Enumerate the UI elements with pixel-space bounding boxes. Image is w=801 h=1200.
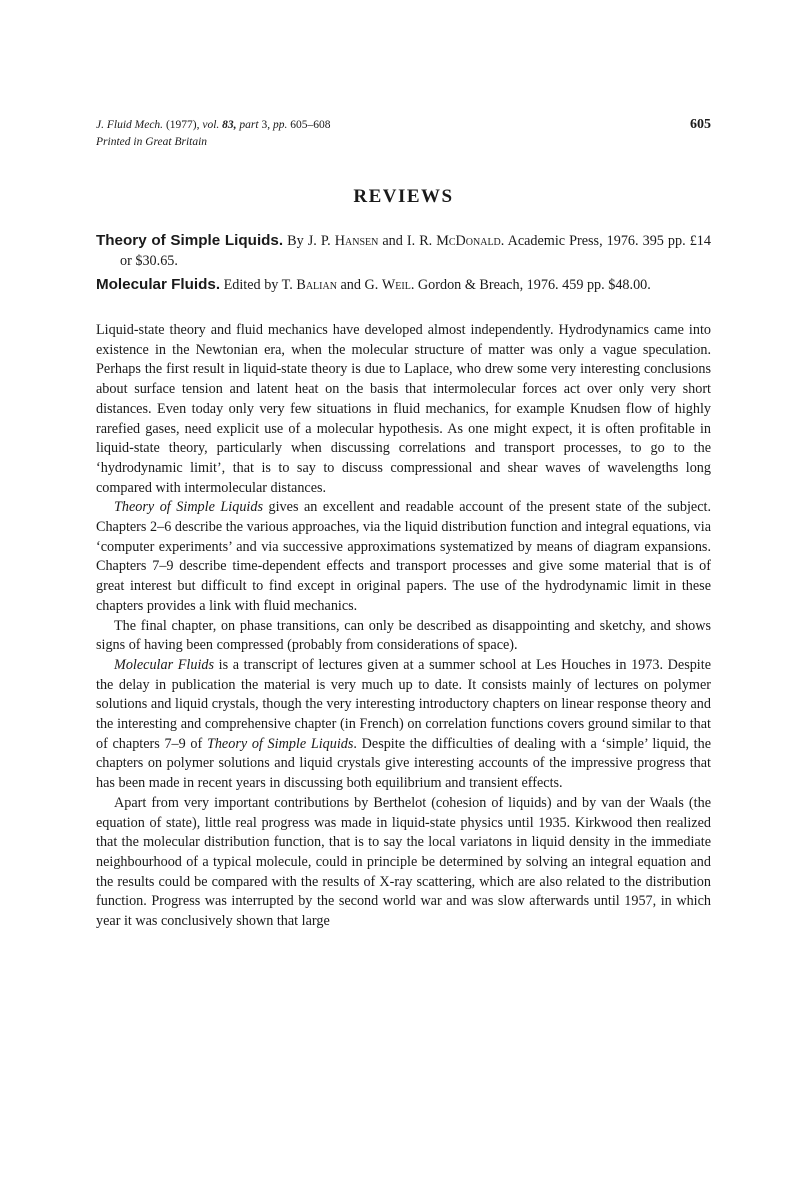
paragraph: Molecular Fluids is a transcript of lectures given at a summer school at Les Houches in 1973. Despite the delay in publication the material is very much up to date. It consists mainly of lectures on polymer solutions and liquid crystals, though the very interesting introductory chapters on linear response theory and the interesting and comprehensive chapter (in French) on correlation functions covers ground similar to that of chapters 7–9 of Theory of Simple Liquids. Despite the difficulties of dealing with a ‘simple’ liquid, the chapters on polymer solutions and liquid crystals give interesting accounts of the impressive progress that has been made in recent years in discussing both equilibrium and transient effects. <box>96 656 712 792</box>
book-title: Theory of Simple Liquids. <box>96 232 284 249</box>
book-title: Molecular Fluids. <box>96 276 221 293</box>
paragraph: Theory of Simple Liquids gives an excellent and readable account of the present state of the subject. Chapters 2–6 describe the various approaches, via the liquid distribution function and integral equations, via ‘computer experiments’ and via successive approximations systematized by means of diagram expansions. Chapters 7–9 describe time-dependent effects and transport processes and give some material that is of great interest but difficult to find except in original papers. The use of the hydrodynamic limit in these chapters provides a link with fluid mechanics. <box>96 499 712 614</box>
running-head <box>96 117 711 133</box>
book-entry: Theory of Simple Liquids. By J. P. Hansen and I. R. McDonald. Academic Press, 1976. 395 pp. £14 or $30.65. <box>96 232 711 269</box>
journal-page <box>96 0 711 1200</box>
paragraph: Apart from very important contributions by Berthelot (cohesion of liquids) and by van der Waals (the equation of state), little real progress was made in liquid-state physics until 1935. Kirkwood then realized that the molecular distribution function, that is to say the local variatons in liquid density in the immediate neighbourhood of a typical molecule, could in principle be determined by solving an integral equation and the results could be compared with the results of X-ray scattering, which are also related to the distribution function. Progress was interrupted by the second world war and was slow afterwards until 1957, in which year it was conclusively shown that large <box>96 794 711 930</box>
book-entry: Molecular Fluids. Edited by T. Balian and G. Weil. Gordon & Breach, 1976. 459 pp. $48.00. <box>96 276 651 293</box>
page-number: 605 <box>690 117 711 132</box>
paragraph: The final chapter, on phase transitions, can only be described as disappointing and sketchy, and shows signs of having been compressed (probably from considerations of space). <box>96 617 711 654</box>
printed-notice: Printed in Great Britain <box>96 136 208 148</box>
section-title: REVIEWS <box>353 186 454 207</box>
citation: J. Fluid Mech. (1977), vol. 83, part 3, pp. 605–608 <box>96 119 331 131</box>
review-body <box>96 321 711 932</box>
paragraph: Liquid-state theory and fluid mechanics have developed almost independently. Hydrodynamics came into existence in the Newtonian era, when the molecular structure of matter was only a vague speculation. Perhaps the first result in liquid-state theory is due to Laplace, who drew some very interesting conclusions about surface tension and latent heat on the basis that intermolecular forces act over only very short distances. Even today only very few situations in fluid mechanics, for example Knudsen flow of highly rarefied gases, need explicit use of a molecular hypothesis. As one might expect, it is often profitable in liquid-state theory, particularly when discussing correlations and transport processes, to go to the ‘hydrodynamic limit’, that is to say to discuss compressional and shear waves of wavelengths long compared with intermolecular distances. <box>96 322 711 496</box>
